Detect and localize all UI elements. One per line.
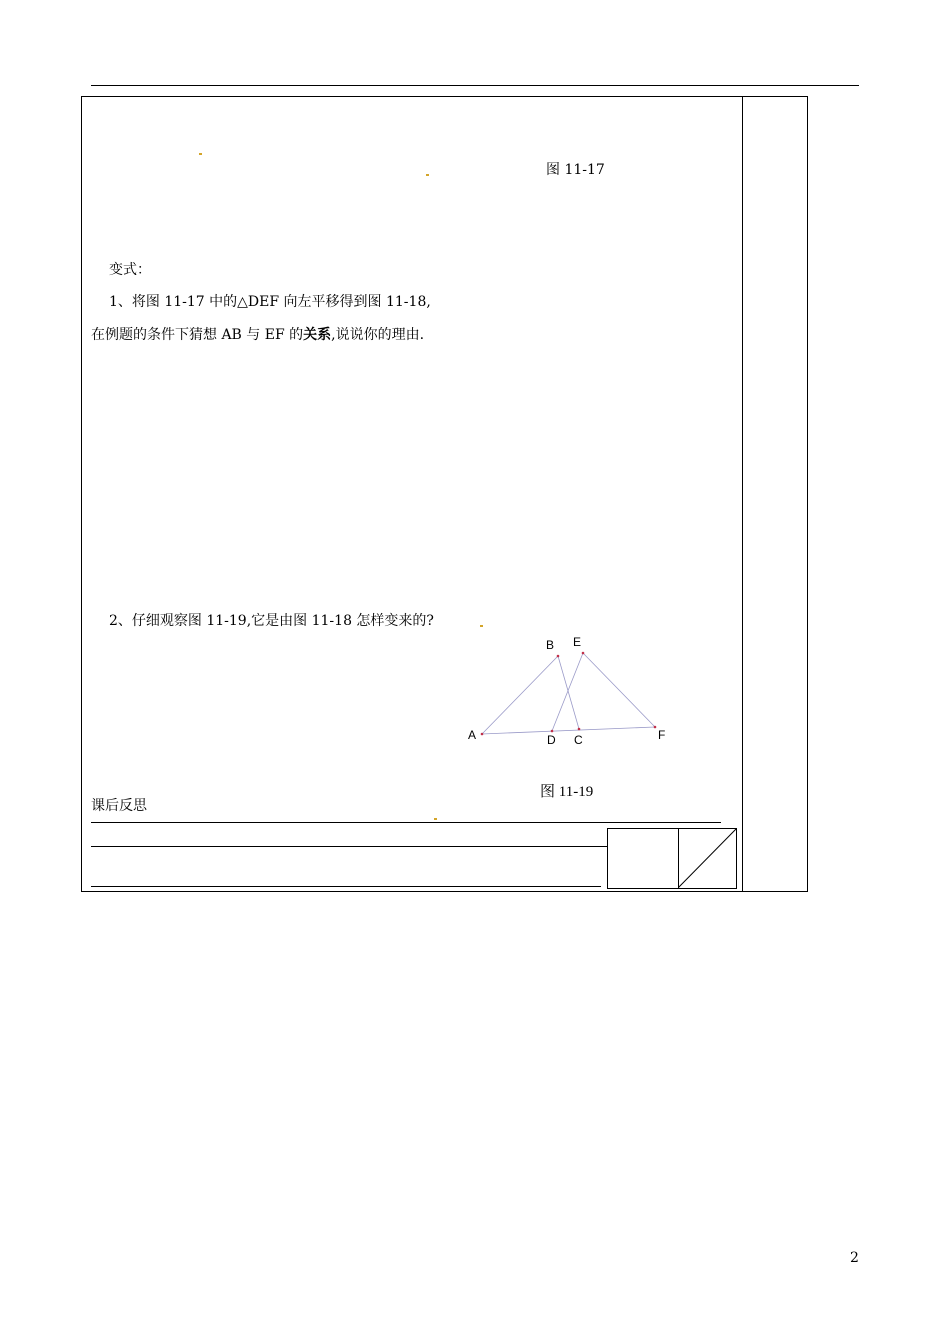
point-b <box>557 655 560 658</box>
label-f: F <box>658 728 666 742</box>
question-1-line-1: 1、将图 11-17 中的△DEF 向左平移得到图 11-18, <box>109 294 431 310</box>
segment-bc <box>558 656 579 729</box>
point-d <box>551 730 554 733</box>
worksheet-frame <box>81 96 808 892</box>
label-b: B <box>546 638 555 652</box>
score-box-diagonal <box>678 829 736 888</box>
image-placeholder-mark <box>426 174 429 176</box>
label-a: A <box>468 728 477 742</box>
segment-ab <box>482 656 558 734</box>
image-placeholder-mark <box>480 625 483 627</box>
point-e <box>582 652 585 655</box>
question-1-text-end: ,说说你的理由. <box>331 327 425 343</box>
image-placeholder-mark <box>434 818 437 820</box>
page-number: 2 <box>850 1250 859 1266</box>
question-1-text: 在例题的条件下猜想 AB 与 EF 的 <box>91 327 304 343</box>
question-1-emphasis: 关系 <box>303 327 332 343</box>
question-2: 2、仔细观察图 11-19,它是由图 11-18 怎样变来的? <box>109 613 434 629</box>
reflection-line-3 <box>91 886 601 887</box>
reflection-line-1 <box>91 822 721 823</box>
label-d: D <box>547 733 556 747</box>
question-1-line-2 <box>91 326 424 344</box>
triangle-diagram <box>460 630 680 750</box>
header-rule <box>91 85 859 86</box>
point-f <box>654 726 657 729</box>
label-c: C <box>574 733 583 747</box>
label-e: E <box>573 635 582 649</box>
reflection-line-2 <box>91 846 607 847</box>
variant-heading: 变式： <box>109 262 151 278</box>
segment-de <box>552 653 583 731</box>
point-a <box>481 733 484 736</box>
figure-11-17-caption: 图 11-17 <box>546 162 605 178</box>
segment-ef <box>583 653 655 727</box>
margin-column-divider <box>742 96 743 892</box>
triangle-lines <box>482 653 655 734</box>
figure-11-19-caption: 图 11-19 <box>540 784 594 800</box>
image-placeholder-mark <box>199 153 202 155</box>
segment-af <box>482 727 655 734</box>
score-box <box>607 828 737 889</box>
reflection-heading: 课后反思 <box>91 798 147 814</box>
point-c <box>578 728 581 731</box>
figure-11-19 <box>460 630 680 754</box>
